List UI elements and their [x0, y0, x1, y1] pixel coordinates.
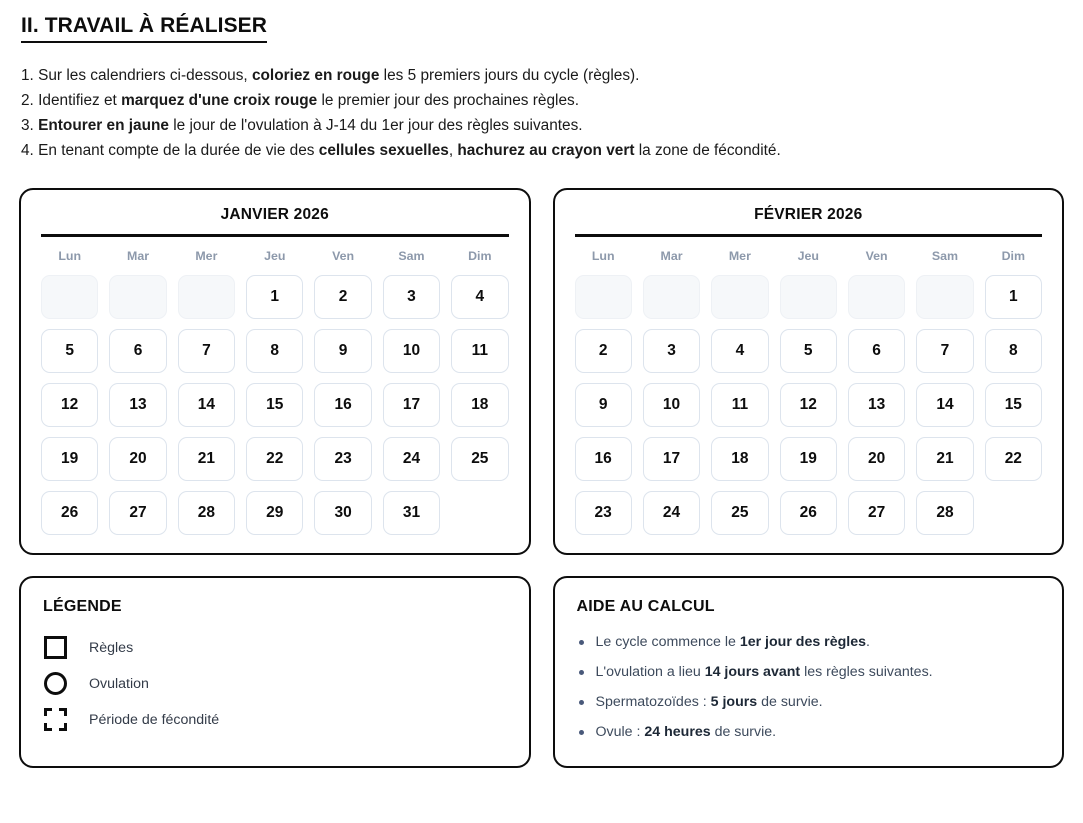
calendar-day-cell[interactable]: 28	[178, 491, 235, 535]
emphasis-text: cellules sexuelles	[318, 142, 449, 160]
dashed-corners-icon	[44, 708, 67, 731]
calendar-day-cell[interactable]: 19	[41, 437, 98, 481]
calendar-card-janvier	[19, 188, 531, 555]
calendar-day-cell[interactable]: 3	[643, 329, 700, 373]
calendar-day-cell[interactable]: 26	[41, 491, 98, 535]
instruction-4	[21, 138, 1064, 163]
calendar-day-cell[interactable]: 11	[711, 383, 768, 427]
weekday-label: Ven	[865, 248, 888, 263]
calendar-day-cell[interactable]: 7	[178, 329, 235, 373]
calendar-cell-blank	[451, 491, 508, 535]
weekday-label: Mar	[660, 248, 683, 263]
plain-text: la zone de fécondité.	[634, 142, 781, 160]
legend-title: LÉGENDE	[43, 597, 122, 615]
emphasis-text: 14 jours avant	[704, 663, 801, 680]
plain-text: Ovule :	[595, 723, 645, 740]
plain-text: le premier jour des prochaines règles.	[317, 92, 579, 110]
instruction-3	[21, 113, 1064, 138]
plain-text: ,	[448, 142, 458, 160]
calendar-day-cell[interactable]: 2	[575, 329, 632, 373]
legend-item	[43, 630, 507, 666]
calendar-day-cell[interactable]: 11	[451, 329, 508, 373]
circle-outline-icon	[44, 672, 67, 695]
calendar-day-cell[interactable]: 26	[780, 491, 837, 535]
square-outline-icon	[44, 636, 67, 659]
calendar-day-cell[interactable]: 4	[711, 329, 768, 373]
corner-mark	[59, 723, 67, 731]
calendar-cell-empty	[848, 275, 905, 319]
calendar-day-cell[interactable]: 5	[780, 329, 837, 373]
page-title: II. TRAVAIL À RÉALISER	[21, 14, 267, 43]
calendar-day-cell[interactable]: 8	[246, 329, 303, 373]
instruction-2	[21, 88, 1064, 113]
calendar-day-cell[interactable]: 12	[780, 383, 837, 427]
calendar-day-cell[interactable]: 24	[643, 491, 700, 535]
calendar-day-cell[interactable]: 21	[916, 437, 973, 481]
weekday-label: Mer	[728, 248, 751, 263]
calendar-day-cell[interactable]: 22	[985, 437, 1042, 481]
bottom-row	[19, 576, 1064, 768]
aide-list	[577, 627, 1041, 747]
legend-item	[43, 702, 507, 738]
legend-item-label: Règles	[89, 639, 134, 656]
calendar-day-cell[interactable]: 17	[383, 383, 440, 427]
calendar-cell-empty	[575, 275, 632, 319]
calendar-divider	[41, 234, 509, 237]
plain-text: de survie.	[710, 723, 777, 740]
plain-text: 2. Identifiez et	[21, 92, 122, 110]
calendar-day-cell[interactable]: 2	[314, 275, 371, 319]
instruction-1	[21, 63, 1064, 88]
calendar-day-cell[interactable]: 4	[451, 275, 508, 319]
aide-title: AIDE AU CALCUL	[576, 597, 715, 615]
aide-card	[553, 576, 1065, 768]
weekday-label: Dim	[1001, 248, 1026, 263]
calendar-day-cell[interactable]: 15	[985, 383, 1042, 427]
aide-list-item	[577, 687, 1041, 717]
calendar-day-cell[interactable]: 22	[246, 437, 303, 481]
calendar-day-cell[interactable]: 7	[916, 329, 973, 373]
calendar-day-cell[interactable]: 30	[314, 491, 371, 535]
legend-card	[19, 576, 531, 768]
plain-text: de survie.	[757, 693, 823, 710]
calendar-day-cell[interactable]: 29	[246, 491, 303, 535]
calendar-day-cell[interactable]: 31	[383, 491, 440, 535]
emphasis-text: 24 heures	[644, 723, 711, 740]
calendar-cell-empty	[711, 275, 768, 319]
calendar-title: FÉVRIER 2026	[754, 206, 863, 224]
aide-list-item	[577, 717, 1041, 747]
plain-text: les 5 premiers jours du cycle (règles).	[379, 67, 640, 85]
calendar-day-cell[interactable]: 17	[643, 437, 700, 481]
emphasis-text: 5 jours	[710, 693, 758, 710]
legend-item-label: Ovulation	[89, 675, 149, 692]
plain-text: 4. En tenant compte de la durée de vie des	[21, 142, 319, 160]
calendar-day-cell[interactable]: 10	[383, 329, 440, 373]
calendar-day-cell[interactable]: 27	[848, 491, 905, 535]
weekday-label: Lun	[591, 248, 615, 263]
calendar-day-cell[interactable]: 15	[246, 383, 303, 427]
calendar-day-cell[interactable]: 14	[916, 383, 973, 427]
weekday-label: Ven	[332, 248, 355, 263]
calendar-day-cell[interactable]: 13	[848, 383, 905, 427]
emphasis-text: Entourer en jaune	[38, 117, 169, 135]
calendar-day-cell[interactable]: 1	[985, 275, 1042, 319]
plain-text: L'ovulation a lieu	[595, 663, 705, 680]
weekday-label: Mer	[195, 248, 218, 263]
legend-item-label: Période de fécondité	[89, 711, 220, 728]
plain-text: Le cycle commence le	[595, 633, 740, 650]
calendar-grid-janvier	[41, 246, 509, 535]
calendar-day-cell[interactable]: 20	[109, 437, 166, 481]
calendar-day-cell[interactable]: 25	[711, 491, 768, 535]
plain-text: .	[865, 633, 870, 650]
calendar-day-cell[interactable]: 18	[711, 437, 768, 481]
calendar-day-cell[interactable]: 13	[109, 383, 166, 427]
calendar-day-cell[interactable]: 6	[109, 329, 166, 373]
calendar-day-cell[interactable]: 24	[383, 437, 440, 481]
calendar-day-cell[interactable]: 6	[848, 329, 905, 373]
weekday-label: Jeu	[797, 248, 819, 263]
weekday-label: Sam	[398, 248, 425, 263]
calendar-day-cell[interactable]: 8	[985, 329, 1042, 373]
calendars-row	[19, 188, 1064, 555]
calendar-cell-empty	[178, 275, 235, 319]
calendar-cell-empty	[643, 275, 700, 319]
aide-panel	[555, 578, 1063, 767]
calendar-cell-blank	[985, 491, 1042, 535]
corner-mark	[59, 708, 67, 716]
calendar-divider	[575, 234, 1043, 237]
instructions-list	[21, 63, 1064, 163]
calendar-cell-empty	[41, 275, 98, 319]
calendar-card-fevrier	[553, 188, 1065, 555]
calendar-day-cell[interactable]: 28	[916, 491, 973, 535]
calendar-janvier	[21, 190, 529, 553]
calendar-day-cell[interactable]: 21	[178, 437, 235, 481]
emphasis-text: 1er jour des règles	[739, 633, 866, 650]
calendar-day-cell[interactable]: 16	[314, 383, 371, 427]
plain-text: 3.	[21, 117, 39, 135]
legend-panel	[21, 578, 529, 758]
weekday-label: Mar	[127, 248, 150, 263]
calendar-day-cell[interactable]: 16	[575, 437, 632, 481]
calendar-day-cell[interactable]: 23	[575, 491, 632, 535]
legend-items	[43, 630, 507, 738]
corner-mark	[44, 723, 52, 731]
emphasis-text: marquez d'une croix rouge	[121, 92, 318, 110]
corner-mark	[44, 708, 52, 716]
calendar-fevrier	[555, 190, 1063, 553]
calendar-title: JANVIER 2026	[220, 206, 329, 224]
calendar-grid-fevrier	[575, 246, 1043, 535]
calendar-day-cell[interactable]: 9	[314, 329, 371, 373]
calendar-day-cell[interactable]: 20	[848, 437, 905, 481]
calendar-cell-empty	[916, 275, 973, 319]
aide-list-item	[577, 657, 1041, 687]
plain-text: les règles suivantes.	[800, 663, 933, 680]
plain-text: le jour de l'ovulation à J-14 du 1er jour des règles suivantes.	[168, 117, 583, 135]
calendar-day-cell[interactable]: 3	[383, 275, 440, 319]
calendar-day-cell[interactable]: 12	[41, 383, 98, 427]
calendar-cell-empty	[109, 275, 166, 319]
calendar-day-cell[interactable]: 18	[451, 383, 508, 427]
weekday-label: Lun	[58, 248, 82, 263]
calendar-day-cell[interactable]: 23	[314, 437, 371, 481]
calendar-day-cell[interactable]: 25	[451, 437, 508, 481]
calendar-day-cell[interactable]: 27	[109, 491, 166, 535]
aide-list-item	[577, 627, 1041, 657]
emphasis-text: coloriez en rouge	[251, 67, 380, 85]
weekday-label: Jeu	[264, 248, 286, 263]
calendar-day-cell[interactable]: 14	[178, 383, 235, 427]
calendar-day-cell[interactable]: 5	[41, 329, 98, 373]
legend-item	[43, 666, 507, 702]
calendar-day-cell[interactable]: 9	[575, 383, 632, 427]
calendar-day-cell[interactable]: 1	[246, 275, 303, 319]
calendar-day-cell[interactable]: 19	[780, 437, 837, 481]
plain-text: Spermatozoïdes :	[595, 693, 711, 710]
plain-text: 1. Sur les calendriers ci-dessous,	[21, 67, 252, 85]
calendar-cell-empty	[780, 275, 837, 319]
weekday-label: Dim	[468, 248, 492, 263]
emphasis-text: hachurez au crayon vert	[457, 142, 635, 160]
weekday-label: Sam	[931, 248, 959, 263]
calendar-day-cell[interactable]: 10	[643, 383, 700, 427]
